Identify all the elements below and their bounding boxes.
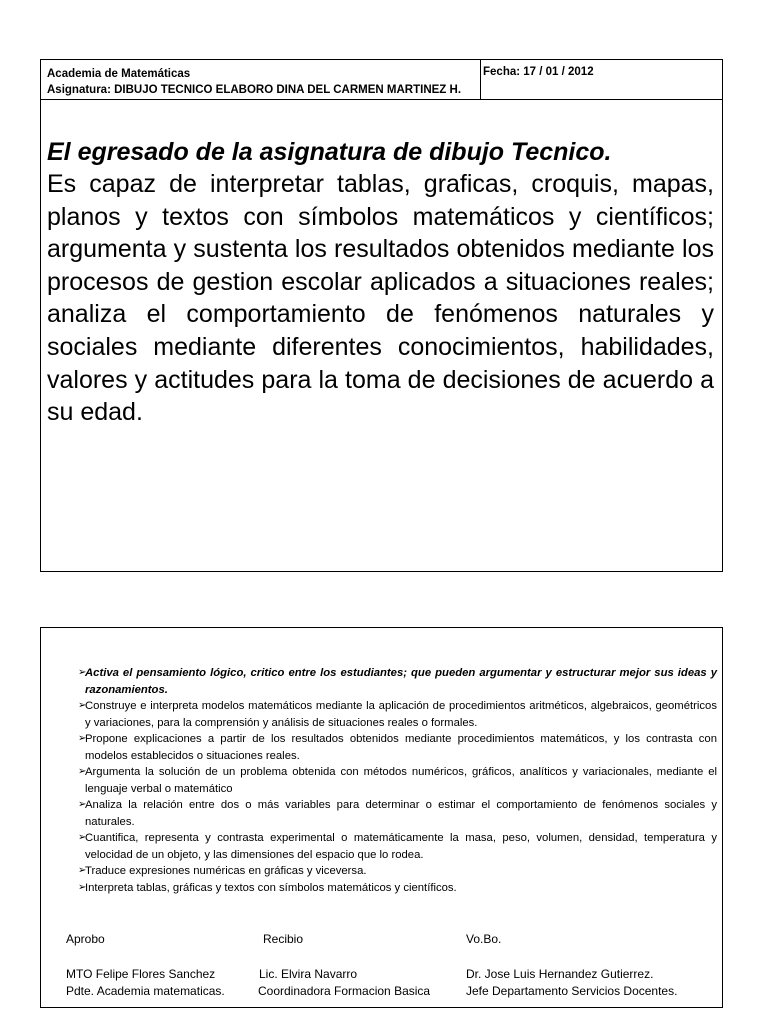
list-item: ➢ Analiza la relación entre dos o más variables para determinar o estimar el comportamiento de fenómenos sociales y naturales.: [78, 799, 717, 828]
list-item: ➢ Construye e interpreta modelos matemáticos mediante la aplicación de procedimientos aritméticos, algebraicos, geométricos y variaciones, para la comprensión y análisis de situaciones reales o formales.: [78, 700, 717, 729]
subject-line: Asignatura: DIBUJO TECNICO ELABORO DINA DEL CARMEN MARTINEZ H.: [47, 84, 462, 96]
signature-name: MTO Felipe Flores Sanchez: [66, 967, 216, 981]
signature-name: Dr. Jose Luis Hernandez Gutierrez.: [466, 967, 654, 981]
signature-label: Aprobo: [66, 932, 105, 946]
academy-name: Academia de Matemáticas: [47, 68, 191, 80]
profile-title: El egresado de la asignatura de dibujo Tecnico.: [47, 138, 612, 166]
arrow-bullet-icon: ➢: [78, 865, 87, 876]
arrow-bullet-icon: ➢: [78, 733, 87, 744]
list-item: ➢ Propone explicaciones a partir de los resultados obtenidos mediante procedimientos matemáticos, y los contrasta con modelos establecidos o situaciones reales.: [78, 733, 717, 762]
list-item: ➢ Activa el pensamiento lógico, critico entre los estudiantes; que pueden argumentar y estructurar mejor sus ideas y razonamientos.: [78, 667, 717, 696]
list-item: ➢ Traduce expresiones numéricas en gráficas y viceversa.: [79, 863, 717, 880]
list-item: ➢ Interpreta tablas, gráficas y textos con símbolos matemáticos y científicos.: [79, 880, 717, 897]
document-header: [40, 59, 723, 100]
list-item: ➢ Argumenta la solución de un problema obtenida con métodos numéricos, gráficos, analíticos y variacionales, mediante el lenguaje verbal o matemático: [78, 766, 717, 795]
arrow-bullet-icon: ➢: [78, 700, 87, 711]
arrow-bullet-icon: ➢: [78, 799, 87, 810]
arrow-bullet-icon: ➢: [78, 766, 87, 777]
signature-name: Lic. Elvira Navarro: [259, 967, 358, 981]
header-date: Fecha: 17 / 01 / 2012: [483, 66, 594, 78]
graduate-profile-box: [40, 100, 723, 572]
arrow-bullet-icon: ➢: [78, 667, 87, 678]
list-item: ➢ Cuantifica, representa y contrasta experimental o matemáticamente la masa, peso, volumen, densidad, temperatura y velocidad de un objeto, y las dimensiones del espacio que lo rodea.: [78, 832, 717, 861]
competency-list: [79, 665, 717, 896]
signature-role: Pdte. Academia matematicas.: [66, 984, 225, 998]
signature-label: Vo.Bo.: [466, 932, 502, 946]
signature-role: Jefe Departamento Servicios Docentes.: [466, 984, 678, 998]
competencies-box: [40, 627, 723, 1008]
signature-label: Recibio: [263, 932, 304, 946]
header-info: [41, 60, 481, 99]
arrow-bullet-icon: ➢: [78, 832, 87, 843]
signature-role: Coordinadora Formacion Basica: [258, 984, 431, 998]
profile-body: Es capaz de interpretar tablas, graficas, croquis, mapas, planos y textos con símbolos matemáticos y científicos; argumenta y sustenta los resultados obtenidos mediante los procesos de gestion escolar aplicados a situaciones reales; analiza el comportamiento de fenómenos naturales y sociales mediante diferentes conocimientos, habilidades, valores y actitudes para la toma de decisiones de acuerdo a su edad.: [47, 170, 714, 427]
arrow-bullet-icon: ➢: [78, 881, 87, 893]
